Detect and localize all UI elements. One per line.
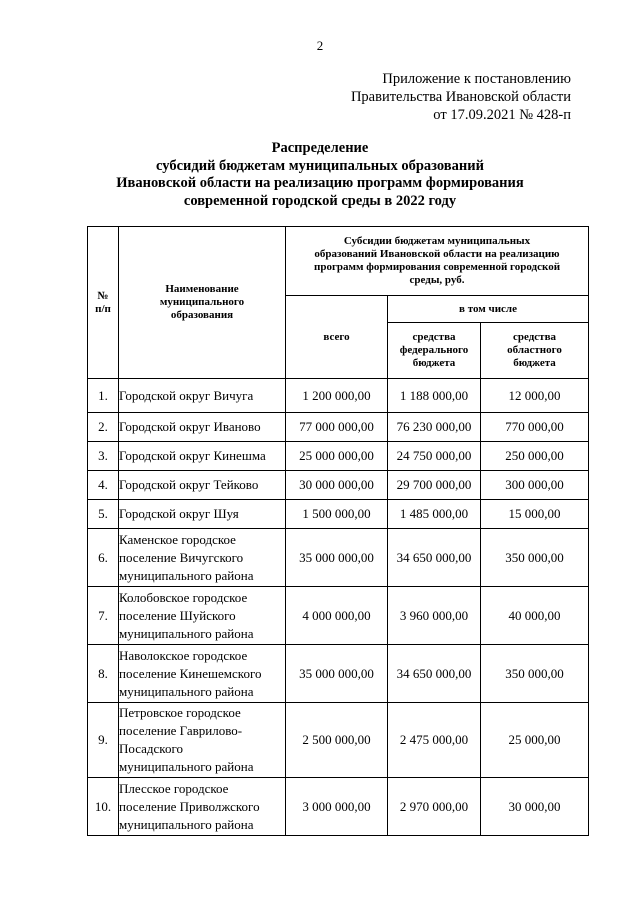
table-body: [88, 379, 589, 836]
header-subsidies: [286, 227, 589, 296]
header-text: №: [97, 289, 109, 302]
regional-amount: 25 000,00: [481, 703, 589, 778]
header-text: федерального: [399, 344, 469, 356]
municipality-name-line: Городской округ Иваново: [119, 419, 261, 434]
federal-amount: 3 960 000,00: [388, 587, 481, 645]
municipality-name-line: Наволокское городское: [119, 647, 248, 663]
title-line: субсидий бюджетам муниципальных образований: [156, 157, 484, 174]
total-amount: 35 000 000,00: [286, 645, 388, 703]
total-amount: 3 000 000,00: [286, 778, 388, 836]
table-row: [88, 379, 589, 413]
total-amount: 30 000 000,00: [286, 471, 388, 500]
table-row: [88, 500, 589, 529]
row-number: 2.: [88, 413, 119, 442]
row-number: 9.: [88, 703, 119, 778]
municipality-name: [119, 645, 286, 703]
table-row: [88, 645, 589, 703]
appendix-reference: [351, 70, 571, 124]
municipality-name-line: Городской округ Шуя: [119, 506, 239, 521]
table-row: [88, 471, 589, 500]
total-amount: 1 500 000,00: [286, 500, 388, 529]
header-municipality: [119, 227, 286, 379]
appendix-line: Правительства Ивановской области: [350, 89, 571, 105]
header-regional: [481, 323, 589, 379]
municipality-name: [119, 703, 286, 778]
header-total: [286, 296, 388, 379]
header-text: всего: [323, 330, 350, 343]
header-text: среды, руб.: [409, 274, 465, 286]
title-line: современной городской среды в 2022 году: [183, 192, 457, 209]
municipality-name: [119, 500, 286, 529]
row-number: 5.: [88, 500, 119, 529]
federal-amount: 76 230 000,00: [388, 413, 481, 442]
regional-amount: 300 000,00: [481, 471, 589, 500]
regional-amount: 770 000,00: [481, 413, 589, 442]
header-text: Субсидии бюджетам муниципальных: [343, 235, 531, 247]
municipality-name: [119, 587, 286, 645]
regional-amount: 15 000,00: [481, 500, 589, 529]
header-federal: [388, 323, 481, 379]
federal-amount: 34 650 000,00: [388, 529, 481, 587]
total-amount: 35 000 000,00: [286, 529, 388, 587]
federal-amount: 2 970 000,00: [388, 778, 481, 836]
municipality-name-line: Петровское городское: [119, 705, 241, 720]
municipality-name-line: поселение Шуйского: [119, 607, 236, 623]
appendix-line: от 17.09.2021 № 428-п: [433, 107, 571, 123]
federal-amount: 1 188 000,00: [388, 379, 481, 413]
total-amount: 1 200 000,00: [286, 379, 388, 413]
federal-amount: 24 750 000,00: [388, 442, 481, 471]
municipality-name-line: Городской округ Вичуга: [119, 387, 254, 403]
appendix-line: Приложение к постановлению: [382, 71, 571, 87]
header-including: [388, 296, 589, 323]
municipality-name-line: муниципального района: [119, 625, 254, 641]
municipality-name-line: Каменское городское: [119, 531, 236, 547]
total-amount: 4 000 000,00: [286, 587, 388, 645]
row-number: 8.: [88, 645, 119, 703]
row-number: 1.: [88, 379, 119, 413]
municipality-name-line: муниципального района: [119, 567, 254, 583]
table-row: [88, 778, 589, 836]
row-number: 3.: [88, 442, 119, 471]
title-line: Ивановской области на реализацию программ формирования: [116, 175, 524, 191]
municipality-name-line: поселение Кинешемского: [119, 665, 262, 681]
regional-amount: 350 000,00: [481, 529, 589, 587]
municipality-name: [119, 471, 286, 500]
table-row: [88, 587, 589, 645]
regional-amount: 40 000,00: [481, 587, 589, 645]
header-text: муниципального: [159, 296, 245, 308]
header-text: средства: [512, 331, 557, 343]
row-number: 10.: [88, 778, 119, 836]
document-title: [0, 140, 640, 210]
municipality-name-line: муниципального района: [119, 816, 254, 832]
header-text: бюджета: [513, 357, 556, 369]
table-row: [88, 703, 589, 778]
total-amount: 25 000 000,00: [286, 442, 388, 471]
row-number: 7.: [88, 587, 119, 645]
municipality-name: [119, 379, 286, 413]
row-number: 6.: [88, 529, 119, 587]
federal-amount: 29 700 000,00: [388, 471, 481, 500]
municipality-name-line: муниципального района: [119, 759, 254, 774]
regional-amount: 30 000,00: [481, 778, 589, 836]
municipality-name: [119, 529, 286, 587]
municipality-name-line: муниципального района: [119, 683, 254, 699]
row-number: 4.: [88, 471, 119, 500]
municipality-name-line: Городской округ Тейково: [119, 477, 259, 492]
municipality-name-line: Колобовское городское: [119, 589, 248, 605]
header-text: областного: [507, 344, 562, 356]
federal-amount: 1 485 000,00: [388, 500, 481, 529]
municipality-name: [119, 413, 286, 442]
municipality-name-line: поселение Приволжского: [119, 798, 260, 814]
header-text: образований Ивановской области на реализацию: [314, 248, 560, 260]
title-line: Распределение: [271, 140, 369, 156]
header-text: образования: [170, 309, 234, 321]
subsidies-table: [87, 226, 589, 836]
municipality-name: [119, 442, 286, 471]
total-amount: 2 500 000,00: [286, 703, 388, 778]
municipality-name-line: Посадского: [119, 741, 183, 756]
regional-amount: 350 000,00: [481, 645, 589, 703]
header-text: средства: [412, 331, 456, 343]
federal-amount: 2 475 000,00: [388, 703, 481, 778]
municipality-name-line: поселение Гаврилово-: [119, 723, 243, 738]
municipality-name-line: поселение Вичугского: [119, 549, 244, 565]
regional-amount: 250 000,00: [481, 442, 589, 471]
table-row: [88, 529, 589, 587]
municipality-name-line: Плесское городское: [119, 780, 229, 796]
table-row: [88, 413, 589, 442]
total-amount: 77 000 000,00: [286, 413, 388, 442]
regional-amount: 12 000,00: [481, 379, 589, 413]
header-text: бюджета: [412, 357, 456, 369]
header-text: программ формирования современной городской: [313, 261, 561, 273]
header-number: [88, 227, 119, 379]
municipality-name-line: Городской округ Кинешма: [119, 448, 266, 463]
table-row: [88, 442, 589, 471]
header-text: в том числе: [459, 302, 517, 315]
federal-amount: 34 650 000,00: [388, 645, 481, 703]
municipality-name: [119, 778, 286, 836]
header-text: Наименование: [165, 283, 239, 295]
page-number: 2: [316, 38, 324, 53]
header-text: п/п: [95, 302, 111, 315]
